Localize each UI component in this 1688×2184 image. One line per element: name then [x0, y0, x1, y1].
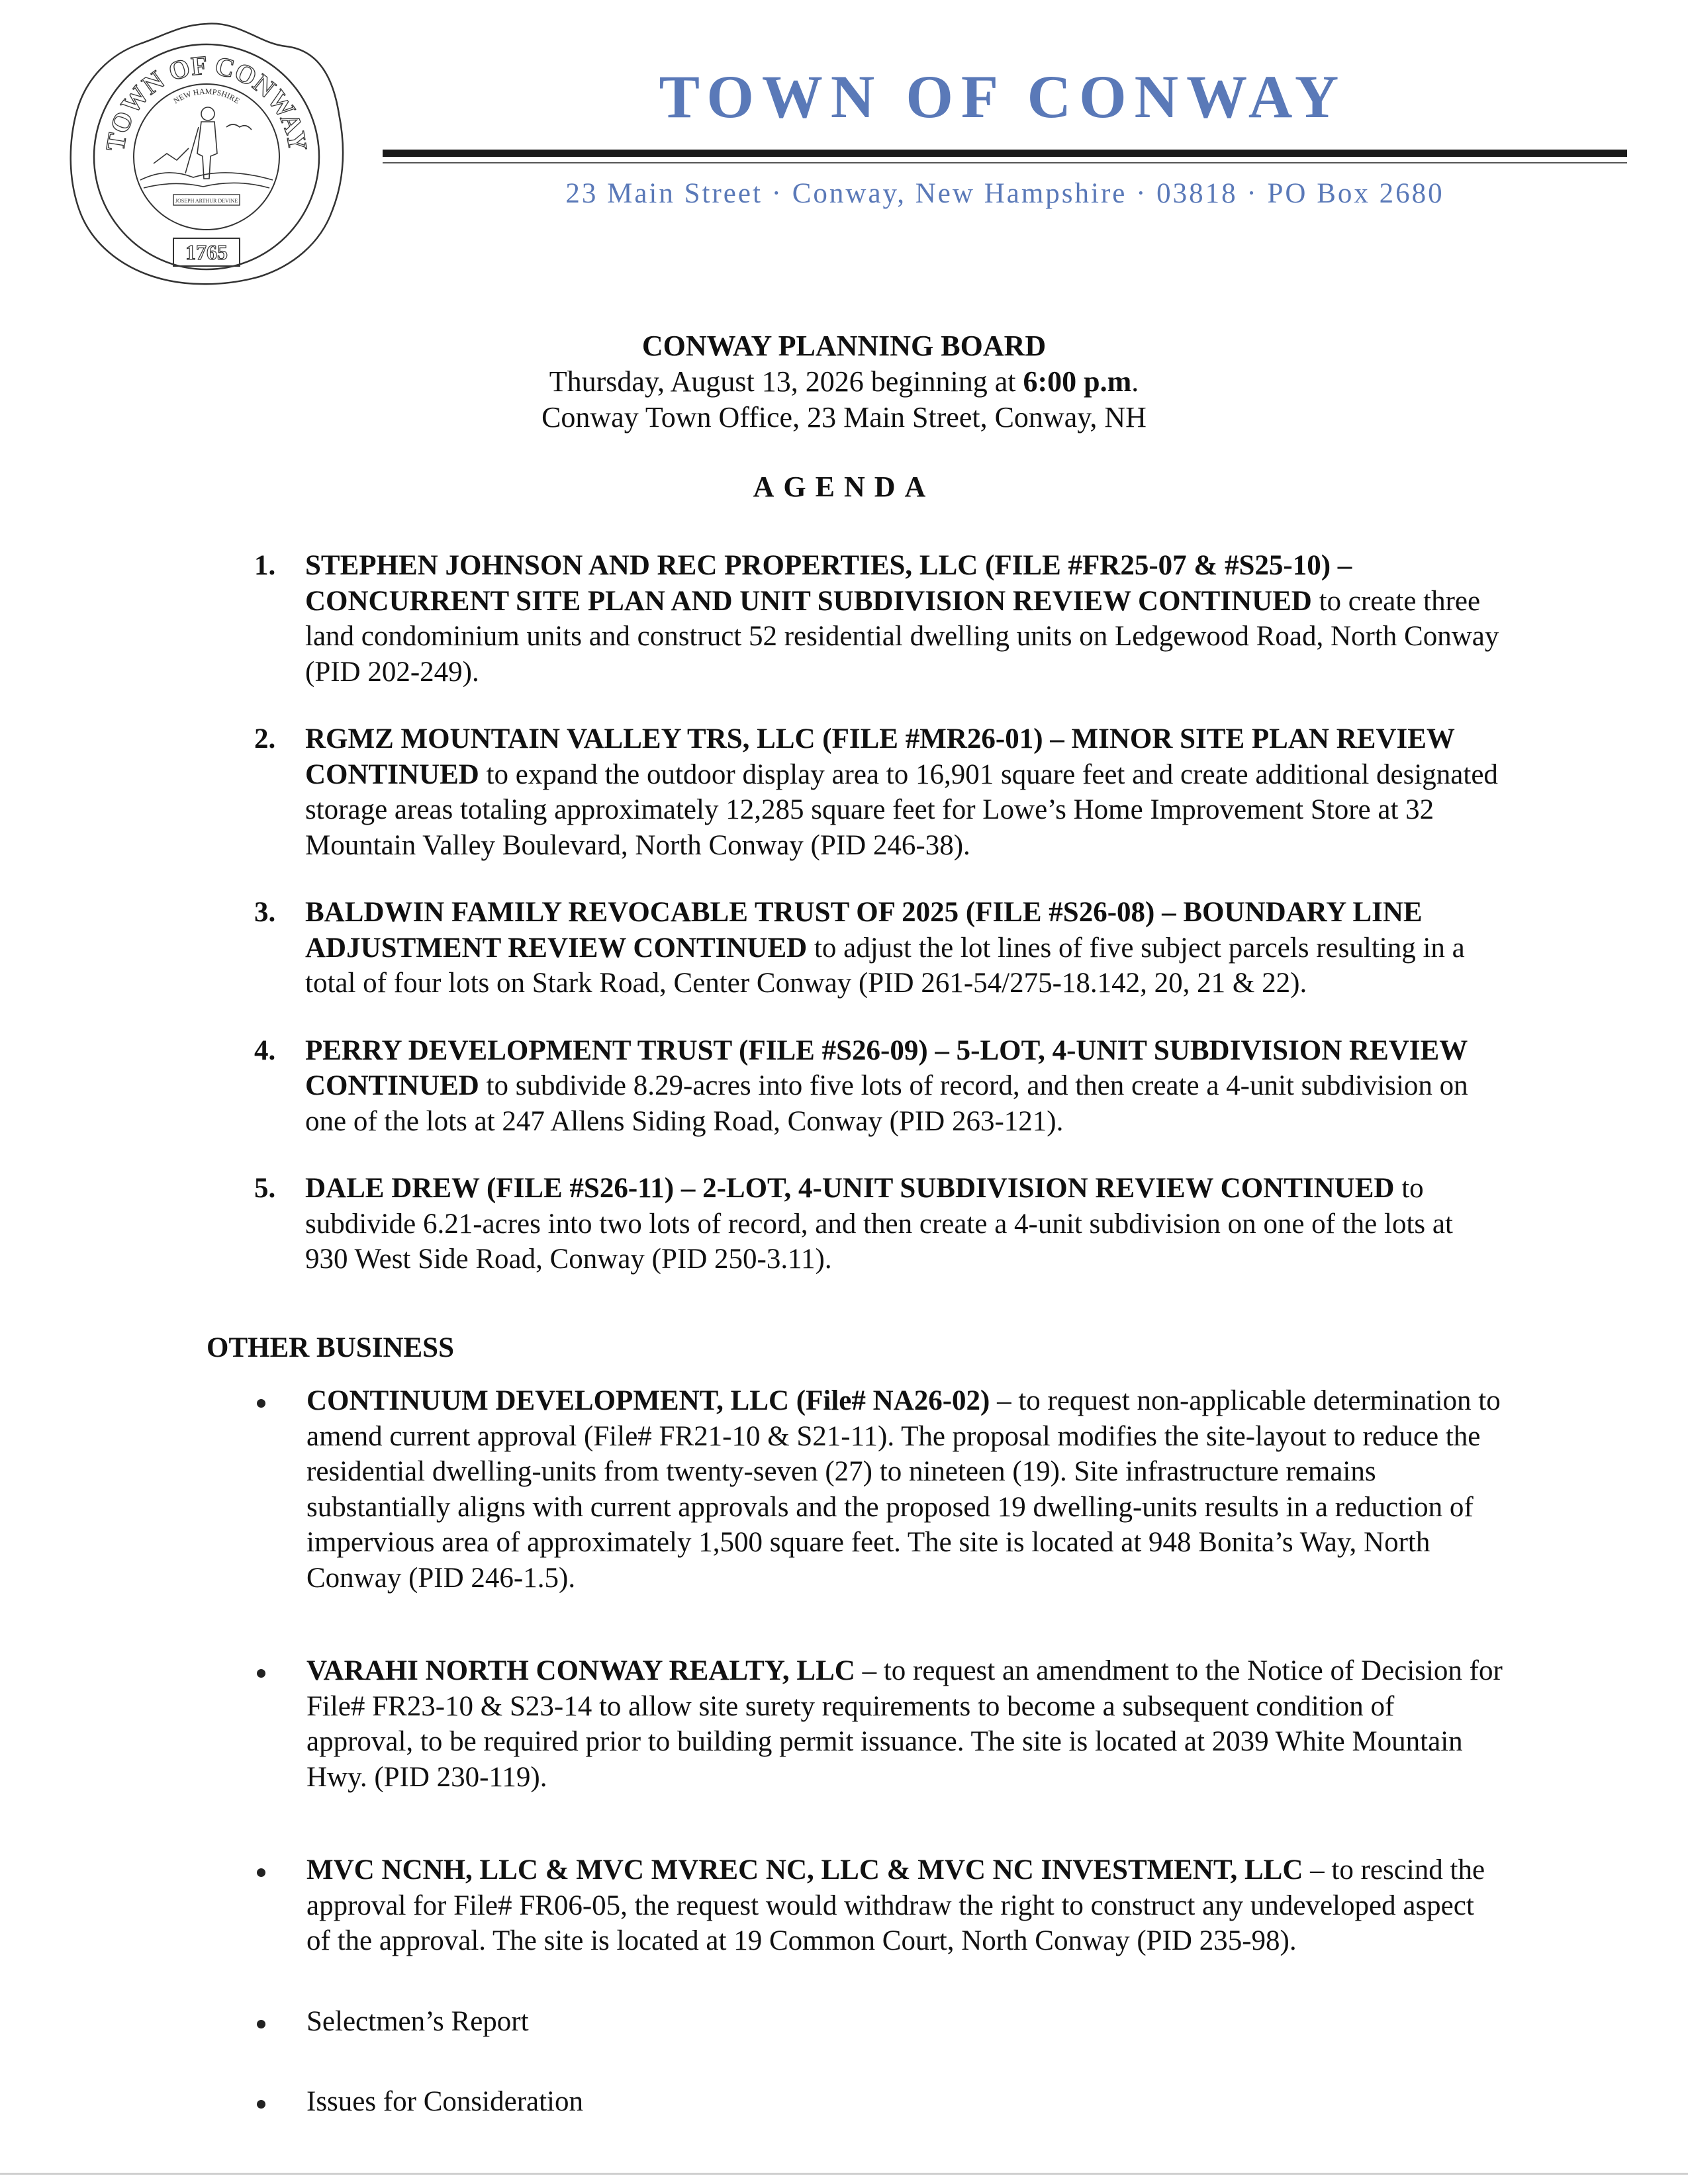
agenda-item-number: 5. — [254, 1173, 276, 1204]
meeting-location: Conway Town Office, 23 Main Street, Conway, NH — [541, 401, 1147, 433]
header-rule-thick — [383, 150, 1627, 157]
agenda-item-text: to create three land condominium units and construct 52 residential dwelling units on Ledgewood Road, North Conway (PID 202-249). — [305, 585, 1499, 688]
seal-top-text: TOWN OF CONWAY — [99, 50, 314, 154]
bullet-icon — [257, 2020, 265, 2028]
seal-figure-icon — [140, 107, 273, 188]
town-title: TOWN OF CONWAY — [659, 63, 1347, 130]
bullet-icon — [257, 1399, 265, 1408]
agenda-item-number: 2. — [254, 723, 276, 754]
other-business-item — [245, 1383, 1503, 1596]
town-seal — [61, 15, 352, 293]
other-business-title: VARAHI NORTH CONWAY REALTY, LLC — [306, 1655, 855, 1686]
agenda-item-title: BALDWIN FAMILY REVOCABLE TRUST OF 2025 (FILE #S26-08) – BOUNDARY LINE ADJUSTMENT REVIEW CONTINUED — [305, 897, 1423, 964]
agenda-item — [245, 548, 1503, 690]
meeting-time: 6:00 p.m — [1023, 365, 1132, 398]
agenda-list — [245, 548, 1503, 1309]
agenda-item-text: to subdivide 6.21-acres into two lots of record, and then create a 4-unit subdivision on one of the lots at 930 West Side Road, Conway (PID 250-3.11). — [305, 1173, 1453, 1275]
agenda-item-number: 1. — [254, 550, 276, 581]
meeting-date-text: Thursday, August 13, 2026 beginning at — [549, 365, 1023, 398]
agenda-item-title: PERRY DEVELOPMENT TRUST (FILE #S26-09) – 5-LOT, 4-UNIT SUBDIVISION REVIEW CONTINUED — [305, 1034, 1468, 1101]
other-business-text: – to request an amendment to the Notice of Decision for File# FR23-10 & S23-14 to allow site surety requirements to become a subsequent condition of approval, to be required prior to building permit issuance. The site is located at 2039 White Mountain Hwy. (PID 230-119). — [306, 1655, 1503, 1793]
page-bottom-line — [0, 2173, 1688, 2175]
agenda-item — [245, 1033, 1503, 1140]
other-business-item — [245, 2084, 1503, 2120]
agenda-item — [245, 721, 1503, 863]
bullet-icon — [257, 2100, 265, 2109]
other-business-text: Issues for Consideration — [306, 2086, 583, 2117]
bullet-icon — [257, 1669, 265, 1678]
agenda-item — [245, 895, 1503, 1001]
other-business-item — [245, 2004, 1503, 2040]
svg-text:TOWN OF CONWAY — [100, 50, 313, 154]
meeting-date — [199, 364, 1489, 400]
agenda-item-title: RGMZ MOUNTAIN VALLEY TRS, LLC (FILE #MR26-01) – MINOR SITE PLAN REVIEW CONTINUED — [305, 723, 1455, 790]
seal-state-text: NEW HAMPSHIRE — [171, 86, 242, 106]
agenda-item-text: to adjust the lot lines of five subject parcels resulting in a total of four lots on Stark Road, Center Conway (PID 261-54/275-18.142, 20, 21 & 22). — [305, 932, 1465, 999]
meeting-info — [199, 328, 1489, 435]
other-business-text: – to request non-applicable determination to amend current approval (File# FR21-10 & S21-11). The proposal modifies the site-layout to reduce the residential dwelling-units from twenty-seven (27) to nineteen (19). Site infrastructure remains substantially aligns with current approvals and the proposed 19 dwelling-units results in a reduction of impervious area of approximately 1,500 square feet. The site is located at 948 Bonita’s Way, North Conway (PID 246-1.5). — [306, 1385, 1501, 1594]
agenda-item-number: 3. — [254, 897, 276, 928]
other-business-title: CONTINUUM DEVELOPMENT, LLC (File# NA26-02) — [306, 1385, 990, 1416]
town-address: 23 Main Street · Conway, New Hampshire · 03818 · PO Box 2680 — [565, 178, 1444, 209]
agenda-title: AGENDA — [753, 471, 935, 503]
header-rule-thin — [383, 162, 1627, 163]
agenda-item-title: DALE DREW (FILE #S26-11) – 2-LOT, 4-UNIT SUBDIVISION REVIEW CONTINUED — [305, 1173, 1395, 1204]
other-business-item — [245, 1852, 1503, 1959]
other-business-title: MVC NCNH, LLC & MVC MVREC NC, LLC & MVC NC INVESTMENT, LLC — [306, 1854, 1303, 1886]
other-business-item — [245, 1653, 1503, 1795]
board-name: CONWAY PLANNING BOARD — [641, 330, 1047, 362]
other-business-list — [245, 1383, 1503, 2120]
agenda-item-text: to expand the outdoor display area to 16,901 square feet and create additional designated storage areas totaling approximately 12,285 square feet for Lowe’s Home Improvement Store at 32 Mountain Valley Boulevard, North Conway (PID 246-38). — [305, 758, 1498, 861]
svg-text:NEW HAMPSHIRE — [171, 87, 241, 106]
bullet-icon — [257, 1868, 265, 1877]
seal-year: 1765 — [185, 240, 228, 264]
other-business-heading: OTHER BUSINESS — [207, 1332, 455, 1363]
agenda-item — [245, 1171, 1503, 1277]
agenda-item-text: to subdivide 8.29-acres into five lots of record, and then create a 4-unit subdivision on one of the lots at 247 Allens Siding Road, Conway (PID 263-121). — [305, 1070, 1468, 1137]
agenda-item-title: STEPHEN JOHNSON AND REC PROPERTIES, LLC (FILE #FR25-07 & #S25-10) – CONCURRENT SITE PLAN AND UNIT SUBDIVISION REVIEW CONTINUED — [305, 550, 1352, 617]
agenda-item-number: 4. — [254, 1034, 276, 1066]
meeting-date-suffix: . — [1131, 365, 1139, 398]
other-business-text: – to rescind the approval for File# FR06-05, the request would withdraw the right to construct any undeveloped aspect of the approval. The site is located at 19 Common Court, North Conway (PID 235-98). — [306, 1854, 1485, 1956]
other-business-text: Selectmen’s Report — [306, 2005, 529, 2037]
seal-banner-text: JOSEPH ARTHUR DEVINE — [175, 198, 238, 204]
